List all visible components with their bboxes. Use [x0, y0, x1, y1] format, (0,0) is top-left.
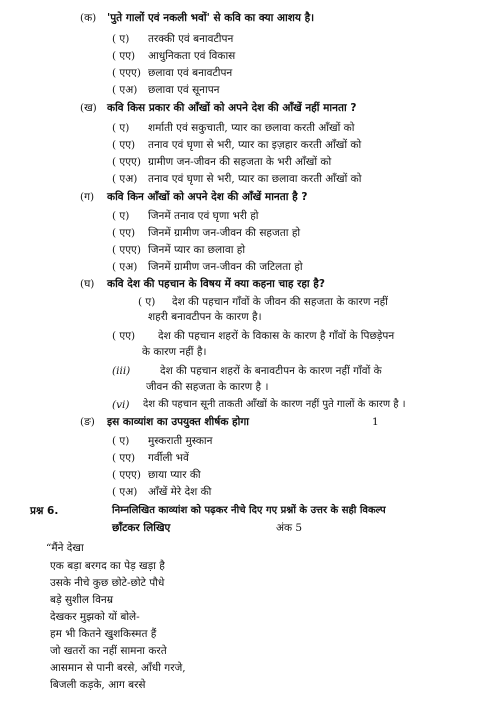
- option-number: ( एए): [112, 452, 136, 464]
- question-nga-text: इस काव्यांश का उपयुक्त शीर्षक होगा: [107, 416, 249, 428]
- option-number: ( एएए): [112, 244, 141, 256]
- poem-line: उसके नीचे कुछ छोटे-छोटे पौधे: [50, 577, 165, 589]
- poem-line: जो खतरों का नहीं सामना करते: [50, 645, 167, 657]
- option-text: जिनमें ग्रामीण जन-जीवन की जटिलता हो: [148, 261, 303, 273]
- option-number: ( ए): [112, 210, 130, 222]
- option-number: ( एए): [112, 227, 136, 239]
- option-text: छलावा एवं सूनापन: [148, 84, 220, 96]
- poem-line: बिजली कड़के, आग बरसे: [50, 679, 146, 691]
- question-gha-label: (घ): [80, 278, 95, 290]
- option-text-continued: शहरी बनावटीपन के कारण है।: [148, 311, 262, 323]
- option-number: ( एए): [112, 50, 136, 62]
- option-text: देश की पहचान शहरों के बनावटीपन के कारण नहीं गाँवों के: [160, 365, 382, 377]
- option-text: शर्माती एवं सकुचाती, प्यार का छलावा करती आँखों को: [148, 122, 355, 134]
- option-number: ( एअ): [112, 173, 138, 185]
- question-6-label: प्रश्न 6.: [30, 505, 59, 517]
- option-number: ( ए): [112, 122, 130, 134]
- option-number: ( ए): [112, 33, 130, 45]
- question-6-instruction-continued: छाँटकर लिखिए: [112, 522, 171, 534]
- poem-line: हम भी कितने खुशकिस्मत हैं: [50, 628, 157, 640]
- option-number: (iii): [112, 365, 131, 377]
- question-ga-label: (ग): [80, 191, 95, 203]
- option-number: ( एएए): [112, 67, 141, 79]
- option-number: ( एअ): [112, 261, 138, 273]
- poem-line: देखकर मुझको यों बोले-: [50, 611, 140, 623]
- question-kha-label: (ख): [80, 102, 97, 114]
- poem-line: एक बड़ा बरगद का पेड़ खड़ा है: [50, 560, 165, 572]
- option-text: जिनमें ग्रामीण जन-जीवन की सहजता हो: [148, 227, 301, 239]
- option-text-continued: जीवन की सहजता के कारण है ।: [146, 381, 269, 393]
- option-number: ( एए): [112, 139, 136, 151]
- option-text: तरक्की एवं बनावटीपन: [148, 33, 234, 45]
- option-text: गर्वीली भवें: [148, 452, 189, 464]
- question-ka-text: 'पुते गालों एवं नकली भवों' से कवि का क्या आशय है।: [107, 12, 315, 24]
- poem-line: “मैंने देखा: [46, 542, 84, 554]
- poem-line: आसमान से पानी बरसे, आँधी गरजे,: [50, 662, 186, 674]
- option-number: (vi): [112, 399, 130, 411]
- option-number: ( एअ): [112, 84, 138, 96]
- question-kha-text: कवि किस प्रकार की आँखों को अपने देश की आँखें नहीं मानता ?: [107, 102, 357, 114]
- question-6-instruction: निम्नलिखित काव्यांश को पढ़कर नीचे दिए गए प्रश्नों के उत्तर के सही विकल्प: [112, 505, 386, 516]
- option-text: आँखें मेरे देश की: [148, 486, 212, 498]
- option-text: जिनमें प्यार का छलावा हो: [148, 244, 246, 256]
- option-text: आधुनिकता एवं विकास: [148, 50, 236, 62]
- option-text: देश की पहचान शहरों के विकास के कारण है गाँवों के पिछड़ेपन: [158, 330, 395, 342]
- option-text: तनाव एवं घृणा से भरी, प्यार का छलावा करती आँखों को: [148, 173, 362, 185]
- question-nga-label: (ङ): [80, 416, 95, 428]
- option-text: छलावा एवं बनावटीपन: [148, 67, 233, 79]
- option-number: ( ए): [112, 435, 130, 447]
- question-6-marks: अंक 5: [276, 522, 303, 534]
- question-gha-text: कवि देश की पहचान के विषय में क्या कहना चाह रहा है?: [107, 278, 325, 290]
- option-text: ग्रामीण जन-जीवन की सहजता के भरी आँखों को: [148, 156, 332, 168]
- option-text: मुस्कराती मुस्कान: [148, 435, 213, 447]
- option-text-continued: के कारण नहीं है।: [142, 346, 207, 358]
- option-text: देश की पहचान गाँवों के जीवन की सहजता के कारण नहीं: [172, 296, 388, 308]
- option-text: तनाव एवं घृणा से भरी, प्यार का इज़हार करती आँखों को: [148, 139, 362, 151]
- option-number: ( एएए): [112, 156, 141, 168]
- question-ga-text: कवि किन आँखों को अपने देश की आँखें मानता है ?: [107, 191, 308, 203]
- option-number: ( ए): [138, 296, 156, 308]
- option-text: छाया प्यार की: [148, 469, 201, 481]
- option-number: ( एअ): [112, 486, 138, 498]
- poem-line: बड़े सुशील विनम्र: [50, 594, 114, 606]
- question-mark: 1: [372, 416, 379, 428]
- option-number: ( एए): [112, 330, 136, 342]
- option-number: ( एएए): [112, 469, 141, 481]
- option-text: देश की पहचान सूनी ताकती आँखों के कारण नहीं पुते गालों के कारण है ।: [143, 399, 406, 410]
- question-ka-label: (क): [80, 12, 97, 24]
- option-text: जिनमें तनाव एवं घृणा भरी हो: [148, 210, 259, 222]
